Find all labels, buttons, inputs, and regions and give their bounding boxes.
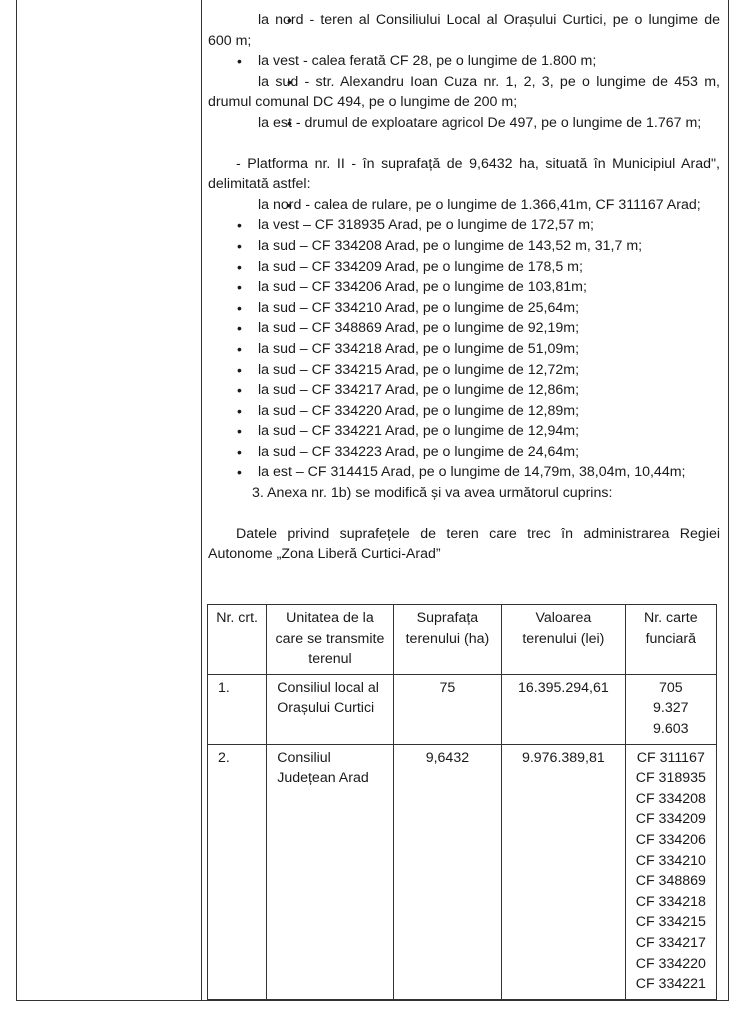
list-item: • la sud – CF 334215 Arad, pe o lungime de 12,72m; bbox=[208, 360, 720, 381]
cf-number: CF 334208 bbox=[635, 790, 706, 807]
list-item: • la nord - teren al Consiliului Local al Orașului Curtici, pe o lungime de 600 m; bbox=[208, 10, 720, 51]
row-unit: Consiliul local al Orașului Curtici bbox=[267, 674, 393, 744]
list-item: • la sud – CF 334220 Arad, pe o lungime de 12,89m; bbox=[208, 401, 720, 422]
list-item: • la vest – CF 318935 Arad, pe o lungime de 172,57 m; bbox=[208, 215, 720, 236]
cf-number: CF 334215 bbox=[635, 914, 706, 931]
table-row bbox=[208, 674, 717, 744]
list-item: • la est – CF 314415 Arad, pe o lungime de 14,79m, 38,04m, 10,44m; bbox=[208, 462, 720, 483]
platform-intro: - Platforma nr. II - în suprafață de 9,6432 ha, situată în Municipiul Arad", delimitată astfel: bbox=[208, 155, 720, 193]
header-value: Valoarea terenului (lei) bbox=[502, 605, 625, 675]
land-table bbox=[207, 604, 717, 1000]
cf-number: CF 311167 bbox=[636, 749, 705, 766]
cf-number: 9.603 bbox=[653, 720, 689, 737]
table-header-row bbox=[208, 605, 717, 675]
list-item: • la sud – CF 334218 Arad, pe o lungime de 51,09m; bbox=[208, 339, 720, 360]
row-value: 16.395.294,61 bbox=[502, 674, 625, 744]
row-area: 75 bbox=[393, 674, 501, 744]
cf-number: CF 318935 bbox=[635, 770, 706, 787]
header-unit: Unitatea de la care se transmite terenul bbox=[267, 605, 393, 675]
cf-number: CF 348869 bbox=[635, 873, 706, 890]
cf-number: CF 334218 bbox=[635, 893, 706, 910]
cf-number: CF 334221 bbox=[635, 976, 706, 993]
list-item: • la nord - calea de rulare, pe o lungime de 1.366,41m, CF 311167 Arad; bbox=[208, 195, 720, 216]
list-item: • la sud – CF 334221 Arad, pe o lungime de 12,94m; bbox=[208, 421, 720, 442]
row-unit: Consiliul Județean Arad bbox=[267, 744, 393, 999]
header-nr: Nr. crt. bbox=[208, 605, 267, 675]
left-column-cell bbox=[16, 0, 202, 1001]
table-row bbox=[208, 744, 717, 999]
list-item: • la sud - str. Alexandru Ioan Cuza nr. 1, 2, 3, pe o lungime de 453 m, drumul comunal DC 494, pe o lungime de 200 m; bbox=[208, 72, 720, 113]
row-value: 9.976.389,81 bbox=[502, 744, 625, 999]
header-cf: Nr. carte funciară bbox=[625, 605, 716, 675]
row-nr: 2. bbox=[208, 744, 267, 999]
cf-number: 9.327 bbox=[653, 700, 689, 717]
cf-number: CF 334217 bbox=[635, 934, 706, 951]
annex-heading: 3. Anexa nr. 1b) se modifică și va avea următorul cuprins: bbox=[252, 485, 613, 502]
cf-number: CF 334209 bbox=[635, 811, 706, 828]
list-item: • la sud – CF 334208 Arad, pe o lungime de 143,52 m, 31,7 m; bbox=[208, 236, 720, 257]
row-area: 9,6432 bbox=[393, 744, 501, 999]
list-item: • la sud – CF 334210 Arad, pe o lungime de 25,64m; bbox=[208, 298, 720, 319]
row-cf bbox=[625, 744, 716, 999]
article-content bbox=[208, 10, 720, 565]
header-area: Suprafața terenului (ha) bbox=[393, 605, 501, 675]
row-cf bbox=[625, 674, 716, 744]
list-item: • la vest - calea ferată CF 28, pe o lungime de 1.800 m; bbox=[208, 51, 720, 72]
cf-number: CF 334206 bbox=[635, 831, 706, 848]
cf-number: CF 334210 bbox=[635, 852, 706, 869]
cf-number: CF 334220 bbox=[635, 955, 706, 972]
list-item: • la sud – CF 334209 Arad, pe o lungime de 178,5 m; bbox=[208, 257, 720, 278]
list-item: • la sud – CF 334217 Arad, pe o lungime de 12,86m; bbox=[208, 380, 720, 401]
cf-number: 705 bbox=[658, 679, 683, 696]
list-item: • la sud – CF 334223 Arad, pe o lungime de 24,64m; bbox=[208, 442, 720, 463]
list-item: • la est - drumul de exploatare agricol De 497, pe o lungime de 1.767 m; bbox=[208, 113, 720, 134]
row-nr: 1. bbox=[208, 674, 267, 744]
list-item: • la sud – CF 334206 Arad, pe o lungime de 103,81m; bbox=[208, 277, 720, 298]
list-item: • la sud – CF 348869 Arad, pe o lungime de 92,19m; bbox=[208, 318, 720, 339]
table-intro: Datele privind suprafețele de teren care trec în administrarea Regiei Autonome „Zona Liberă Curtici-Arad” bbox=[208, 525, 720, 563]
